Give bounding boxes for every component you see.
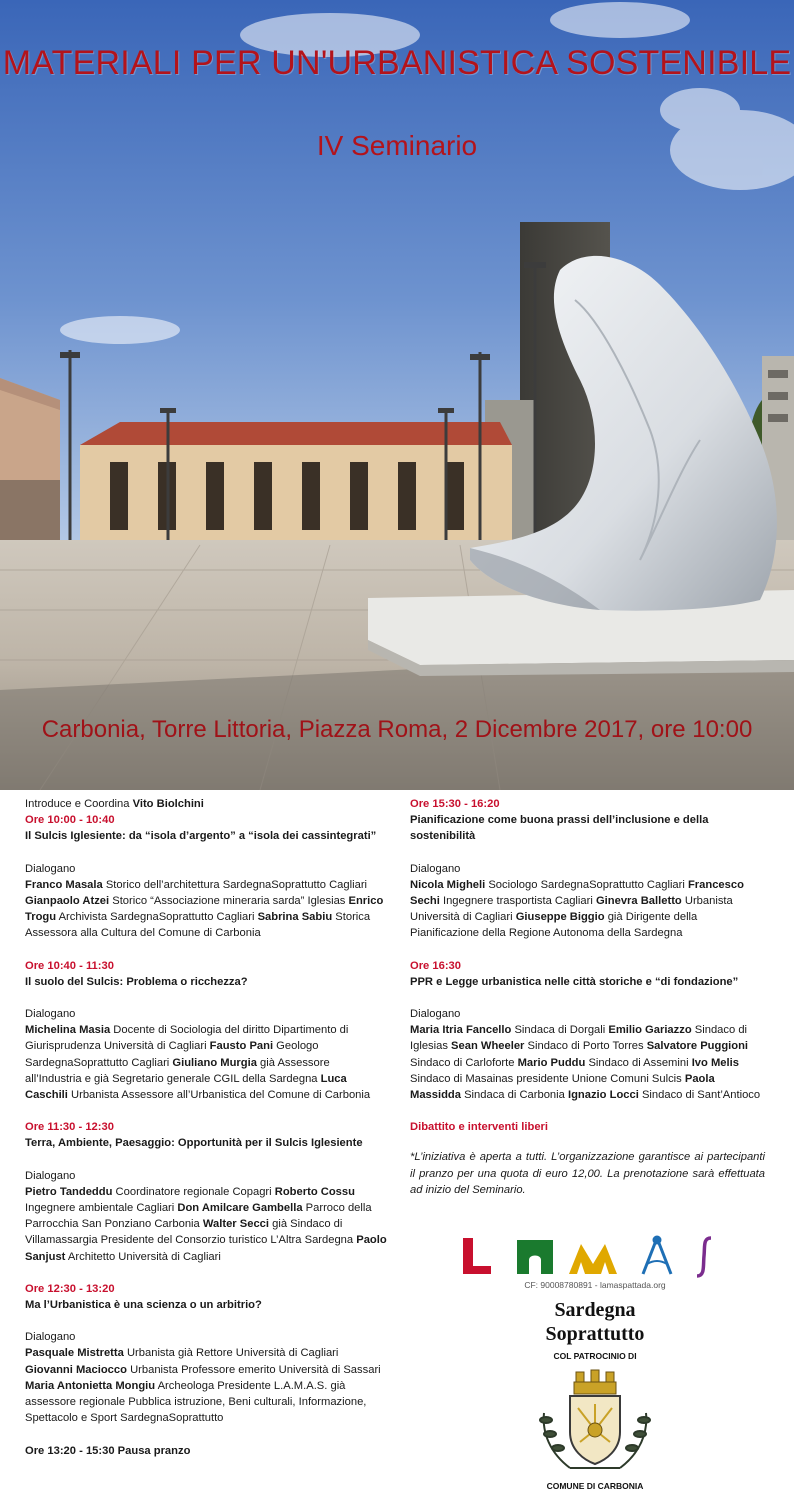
sardegna-soprattutto-logo: Sardegna Soprattutto xyxy=(545,1299,645,1345)
session-block xyxy=(25,958,387,1104)
dialogue-label: Dialogano xyxy=(25,862,76,875)
session-topic: Il suolo del Sulcis: Problema o ricchezza? xyxy=(25,975,248,988)
lamas-logo xyxy=(455,1232,725,1282)
session-time: Ore 11:30 - 12:30 xyxy=(25,1121,114,1134)
dialogue-label: Dialogano xyxy=(410,862,461,875)
session-topic: Ma l’Urbanistica è una scienza o un arbitrio? xyxy=(25,1299,262,1312)
speakers-list: Pasquale Mistretta Urbanista già Rettore Università di Cagliari Giovanni Maciocco Urbanista Professore emerito Università di Sassari Maria Antonietta Mongiu Archeologa Presidente L.A.M.A.S. già assessore regionale Pubblica istruzione, Beni culturali, Informazione, Spettacolo e Sport SardegnaSoprattutto xyxy=(25,1347,381,1425)
lamas-letter-l-icon xyxy=(463,1238,491,1274)
session-topic: PPR e Legge urbanistica nelle città storiche e “di fondazione” xyxy=(410,975,739,988)
lamas-tax-code: CF: 90008780891 - lamaspattada.org xyxy=(524,1280,666,1290)
session-block xyxy=(25,1119,387,1265)
lamas-letter-m-icon xyxy=(569,1244,617,1274)
poster-title: MATERIALI PER UN'URBANISTICA SOSTENIBILE xyxy=(2,44,792,82)
session-block xyxy=(25,812,387,941)
poster-subtitle: IV Seminario xyxy=(316,130,478,161)
carbonia-crest-icon xyxy=(530,1368,660,1480)
dialogue-label: Dialogano xyxy=(25,1008,76,1021)
lamas-integral-icon xyxy=(697,1238,711,1276)
session-time: Ore 10:00 - 10:40 xyxy=(25,814,115,827)
participation-note: *L’iniziativa è aperta a tutti. L’organizzazione garantisce ai partecipanti il pranzo per una quota di euro 12,00. La prenotazione sarà effettuata ad inizio del Seminario. xyxy=(410,1151,765,1196)
session-topic: Pianificazione come buona prassi dell’inclusione e della sostenibilità xyxy=(410,814,709,843)
dialogue-label: Dialogano xyxy=(25,1169,76,1182)
lunch-label: Pausa pranzo xyxy=(114,1444,191,1457)
speakers-list: Nicola Migheli Sociologo SardegnaSoprattutto Cagliari Francesco Sechi Ingegnere trasportista Cagliari Ginevra Balletto Urbanista Università di Cagliari Giuseppe Biggio già Dirigente della Pianificazione della Regione Autonoma della Sardegna xyxy=(410,878,744,940)
session-block xyxy=(410,796,765,942)
session-block xyxy=(410,958,765,1104)
intro-line: Introduce e Coordina Vito Biolchini xyxy=(25,798,204,810)
session-time: Ore 15:30 - 16:20 xyxy=(410,798,500,810)
speakers-list: Franco Masala Storico dell’architettura SardegnaSoprattutto Cagliari Gianpaolo Atzei Storico “Associazione mineraria sarda” Iglesias Enrico Trogu Archivista SardegnaSoprattutto Cagliari Sabrina Sabiu Storica Assessora alla Cultura del Comune di Carbonia xyxy=(25,878,384,940)
speakers-list: Michelina Masia Docente di Sociologia del diritto Dipartimento di Giurisprudenza Università di Cagliari Fausto Pani Geologo SardegnaSoprattutto Cagliari Giuliano Murgia già Assessore all’Industria e già Segretario generale CGIL della Sardegna Luca Caschili Urbanista Assessore all’Urbanistica del Comune di Carbonia xyxy=(25,1024,371,1102)
moderator-name: Vito Biolchini xyxy=(132,798,204,810)
lamas-compass-icon xyxy=(643,1237,671,1274)
lunch-break xyxy=(25,1443,387,1459)
speakers-list: Maria Itria Fancello Sindaca di Dorgali Emilio Gariazzo Sindaco di Iglesias Sean Wheeler Sindaco di Porto Torres Salvatore Puggioni Sindaco di Carloforte Mario Puddu Sindaco di Assemini Ivo Melis Sindaco di Masainas presidente Unione Comuni Sulcis Paola Massidda Sindaca di Carbonia Ignazio Locci Sindaco di Sant’Antioco xyxy=(410,1024,761,1102)
session-topic: Terra, Ambiente, Paesaggio: Opportunità per il Sulcis Iglesiente xyxy=(25,1137,363,1150)
session-block xyxy=(25,1281,387,1427)
event-location-date: Carbonia, Torre Littoria, Piazza Roma, 2 Dicembre 2017, ore 10:00 xyxy=(41,716,753,743)
session-topic: Il Sulcis Iglesiente: da “isola d’argento” a “isola dei cassintegrati” xyxy=(25,830,377,843)
session-time: Ore 12:30 - 13:20 xyxy=(25,1282,115,1295)
programme-left-column xyxy=(25,796,387,1459)
session-time: Ore 16:30 xyxy=(410,959,461,972)
programme-right-column xyxy=(410,796,765,1198)
lunch-time: Ore 13:20 - 15:30 xyxy=(25,1444,115,1457)
session-time: Ore 10:40 - 11:30 xyxy=(25,959,114,972)
speakers-list: Pietro Tandeddu Coordinatore regionale Copagri Roberto Cossu Ingegnere ambientale Cagliari Don Amilcare Gambella Parroco della Parrocchia San Ponziano Carbonia Walter Secci già Sindaco di Villamassargia Presidente del Consorzio turistico L’Altra Sardegna Paolo Sanjust Architetto Università di Cagliari xyxy=(25,1185,387,1263)
dialogue-label: Dialogano xyxy=(410,1008,461,1021)
lamas-letter-a-icon xyxy=(517,1240,553,1274)
patronage-label: COL PATROCINIO DI xyxy=(553,1351,637,1361)
dialogue-label: Dialogano xyxy=(25,1331,76,1344)
comune-label: COMUNE DI CARBONIA xyxy=(546,1481,644,1491)
open-debate: Dibattito e interventi liberi xyxy=(410,1121,548,1134)
